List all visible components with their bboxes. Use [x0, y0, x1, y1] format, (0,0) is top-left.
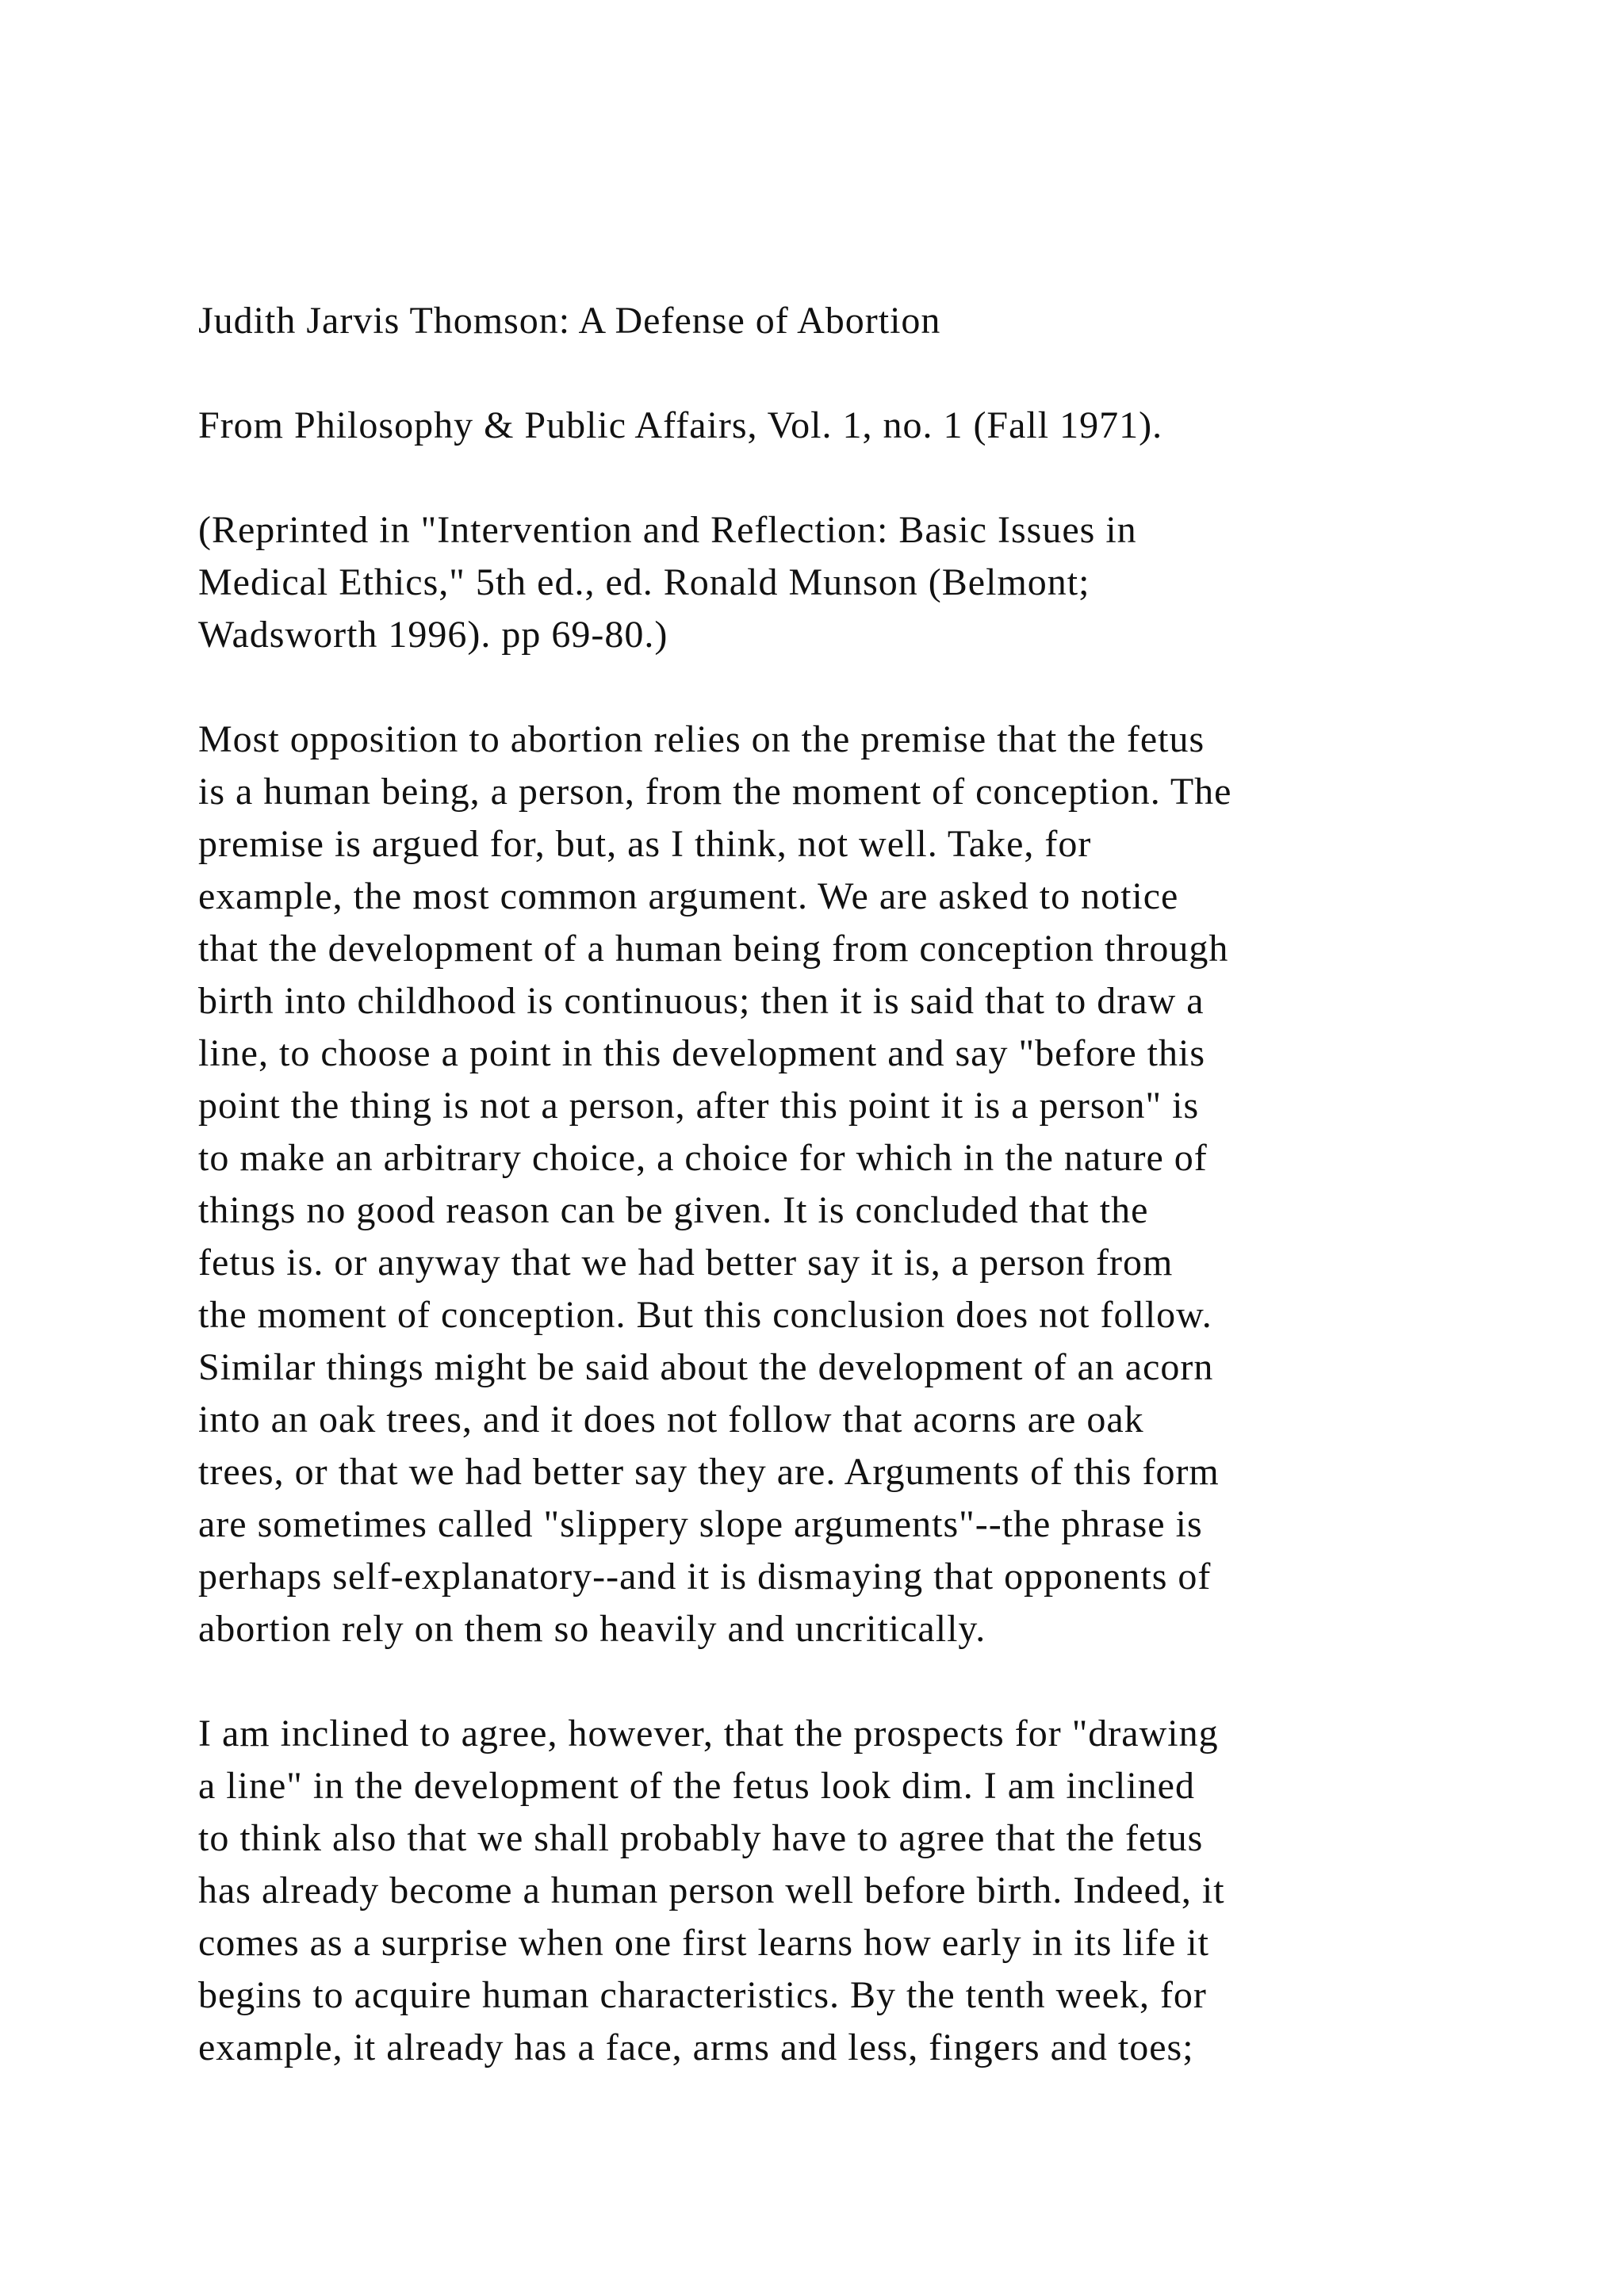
text-line: perhaps self-explanatory--and it is dismaying that opponents of [198, 1556, 1212, 1598]
text-line: things no good reason can be given. It is concluded that the [198, 1189, 1149, 1231]
text-line: birth into childhood is continuous; then it is said that to draw a [198, 980, 1205, 1022]
reprint-citation [198, 504, 1451, 661]
text-line: are sometimes called "slippery slope arguments"--the phrase is [198, 1503, 1203, 1545]
text-line: I am inclined to agree, however, that the prospects for "drawing [198, 1712, 1219, 1755]
text-line: has already become a human person well before birth. Indeed, it [198, 1869, 1225, 1911]
text-line: abortion rely on them so heavily and uncritically. [198, 1608, 986, 1650]
spacer [198, 661, 1451, 714]
text-line: example, the most common argument. We are asked to notice [198, 875, 1179, 917]
text-line: into an oak trees, and it does not follow that acorns are oak [198, 1399, 1144, 1441]
text-line: the moment of conception. But this conclusion does not follow. [198, 1294, 1212, 1336]
text-line: begins to acquire human characteristics. By the tenth week, for [198, 1974, 1207, 2016]
paragraph-2 [198, 1708, 1451, 2074]
source-citation: From Philosophy & Public Affairs, Vol. 1, no. 1 (Fall 1971). [198, 404, 1163, 446]
reprint-line: Wadsworth 1996). pp 69-80.) [198, 614, 668, 656]
spacer [198, 452, 1451, 504]
text-line: example, it already has a face, arms and less, fingers and toes; [198, 2026, 1194, 2068]
text-line: that the development of a human being from conception through [198, 928, 1229, 970]
reprint-line: (Reprinted in "Intervention and Reflection: Basic Issues in [198, 509, 1137, 551]
text-line: to make an arbitrary choice, a choice for which in the nature of [198, 1137, 1208, 1179]
reprint-line: Medical Ethics," 5th ed., ed. Ronald Munson (Belmont; [198, 561, 1090, 603]
text-line: comes as a surprise when one first learns how early in its life it [198, 1922, 1209, 1964]
paragraph-1 [198, 714, 1451, 1655]
text-line: is a human being, a person, from the moment of conception. The [198, 771, 1232, 813]
text-line: Most opposition to abortion relies on the premise that the fetus [198, 718, 1205, 760]
spacer [198, 347, 1451, 400]
document-title: Judith Jarvis Thomson: A Defense of Abortion [198, 300, 941, 342]
text-line: to think also that we shall probably have to agree that the fetus [198, 1817, 1204, 1859]
text-line: a line" in the development of the fetus look dim. I am inclined [198, 1765, 1195, 1807]
text-line: fetus is. or anyway that we had better say it is, a person from [198, 1242, 1174, 1284]
spacer [198, 1655, 1451, 1708]
text-line: line, to choose a point in this development and say "before this [198, 1032, 1205, 1074]
text-line: premise is argued for, but, as I think, not well. Take, for [198, 823, 1092, 865]
text-line: point the thing is not a person, after this point it is a person" is [198, 1085, 1200, 1127]
text-line: Similar things might be said about the development of an acorn [198, 1346, 1214, 1388]
text-line: trees, or that we had better say they are. Arguments of this form [198, 1451, 1220, 1493]
document-body [198, 295, 1451, 2074]
